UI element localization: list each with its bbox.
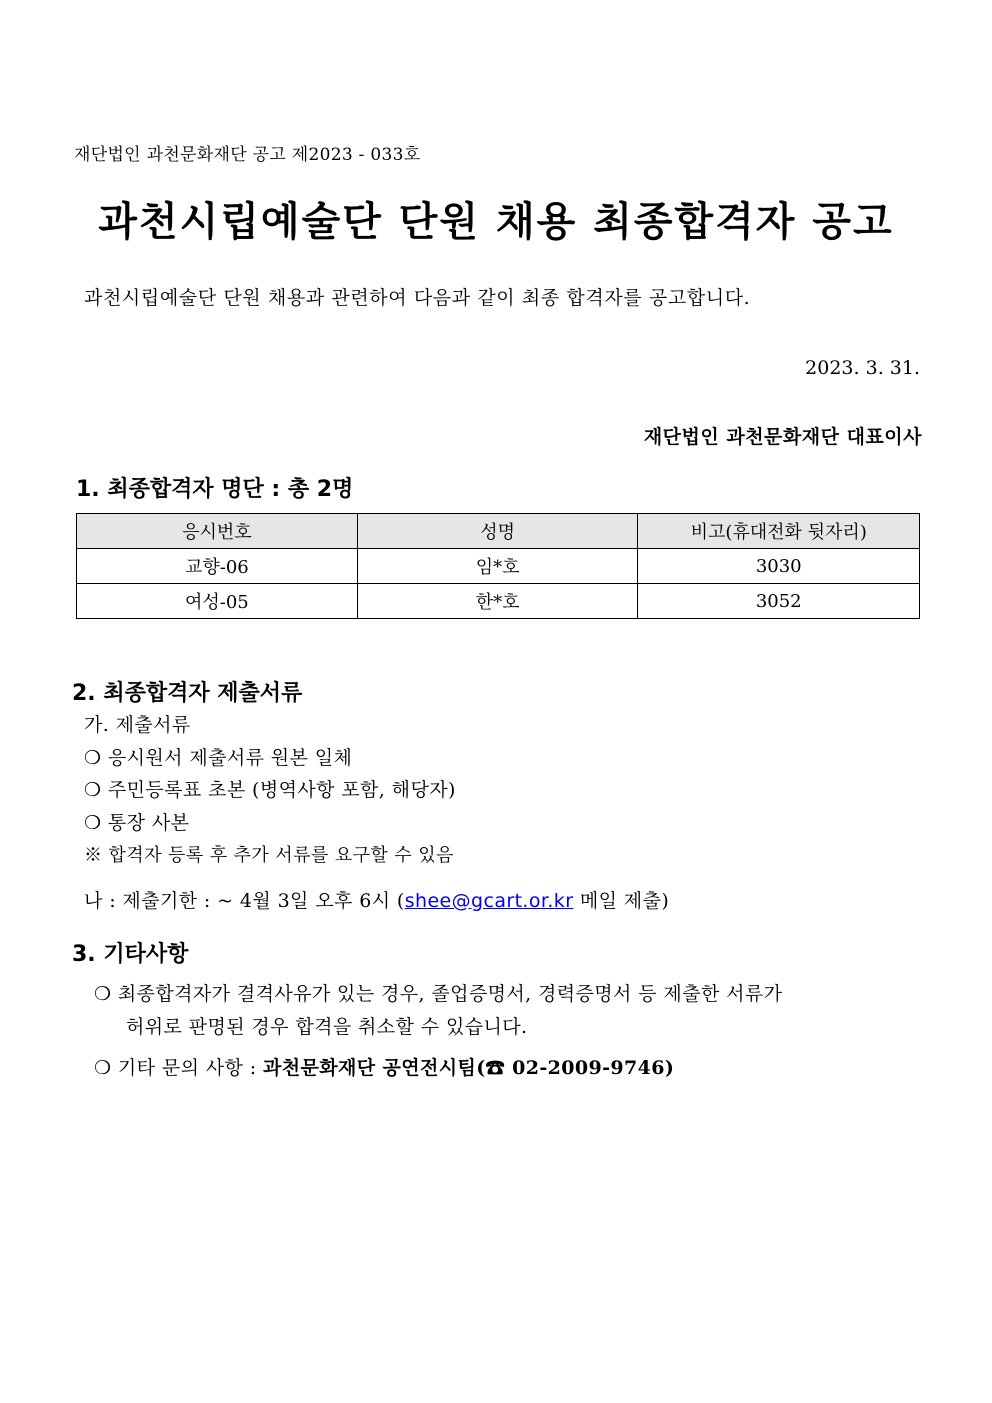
exam-number-cell: 여성-05 xyxy=(77,584,358,619)
list-item-continuation: 허위로 판명된 경우 합격을 취소할 수 있습니다. xyxy=(126,1016,528,1038)
section3-title: 3. 기타사항 xyxy=(72,942,189,967)
list-item: ❍ 최종합격자가 결격사유가 있는 경우, 졸업증명서, 경력증명서 등 제출한 서류가 xyxy=(94,983,783,1005)
list-item: ❍ 주민등록표 초본 (병역사항 포함, 해당자) xyxy=(84,779,456,801)
submission-documents-heading: 가. 제출서류 xyxy=(84,714,191,736)
table-row xyxy=(77,584,920,619)
contact-item xyxy=(94,1053,674,1080)
note-text: ※ 합격자 등록 후 추가 서류를 요구할 수 있음 xyxy=(84,845,454,866)
table-row xyxy=(77,549,920,584)
column-header-remarks: 비고(휴대전화 뒷자리) xyxy=(638,514,920,549)
column-header-exam-number: 응시번호 xyxy=(77,514,358,549)
deadline-text: 나 : 제출기한 : ~ 4월 3일 오후 6시 ( xyxy=(84,890,405,912)
contact-info: 과천문화재단 공연전시팀(☎ 02-2009-9746) xyxy=(262,1057,675,1079)
email-link[interactable]: shee@gcart.or.kr xyxy=(404,890,574,912)
document-title: 과천시립예술단 단원 채용 최종합격자 공고 xyxy=(98,199,894,245)
list-item: ❍ 통장 사본 xyxy=(84,812,190,834)
notice-date: 2023. 3. 31. xyxy=(805,357,920,379)
remarks-cell: 3052 xyxy=(638,584,920,619)
issuer: 재단법인 과천문화재단 대표이사 xyxy=(643,426,922,448)
submission-deadline xyxy=(84,886,669,913)
name-cell: 임*호 xyxy=(357,549,638,584)
exam-number-cell: 교향-06 xyxy=(77,549,358,584)
final-applicants-table xyxy=(76,513,920,619)
intro-text: 과천시립예술단 단원 채용과 관련하여 다음과 같이 최종 합격자를 공고합니다. xyxy=(84,287,751,309)
section1-title: 1. 최종합격자 명단 : 총 2명 xyxy=(76,477,354,502)
section2-title: 2. 최종합격자 제출서류 xyxy=(72,681,303,706)
notice-number: 재단법인 과천문화재단 공고 제2023 - 033호 xyxy=(74,145,421,165)
column-header-name: 성명 xyxy=(357,514,638,549)
table-header-row xyxy=(77,514,920,549)
list-item: ❍ 응시원서 제출서류 원본 일체 xyxy=(84,747,353,769)
contact-label: ❍ 기타 문의 사항 : xyxy=(94,1057,263,1079)
remarks-cell: 3030 xyxy=(638,549,920,584)
deadline-suffix: 메일 제출) xyxy=(573,890,670,912)
name-cell: 한*호 xyxy=(357,584,638,619)
